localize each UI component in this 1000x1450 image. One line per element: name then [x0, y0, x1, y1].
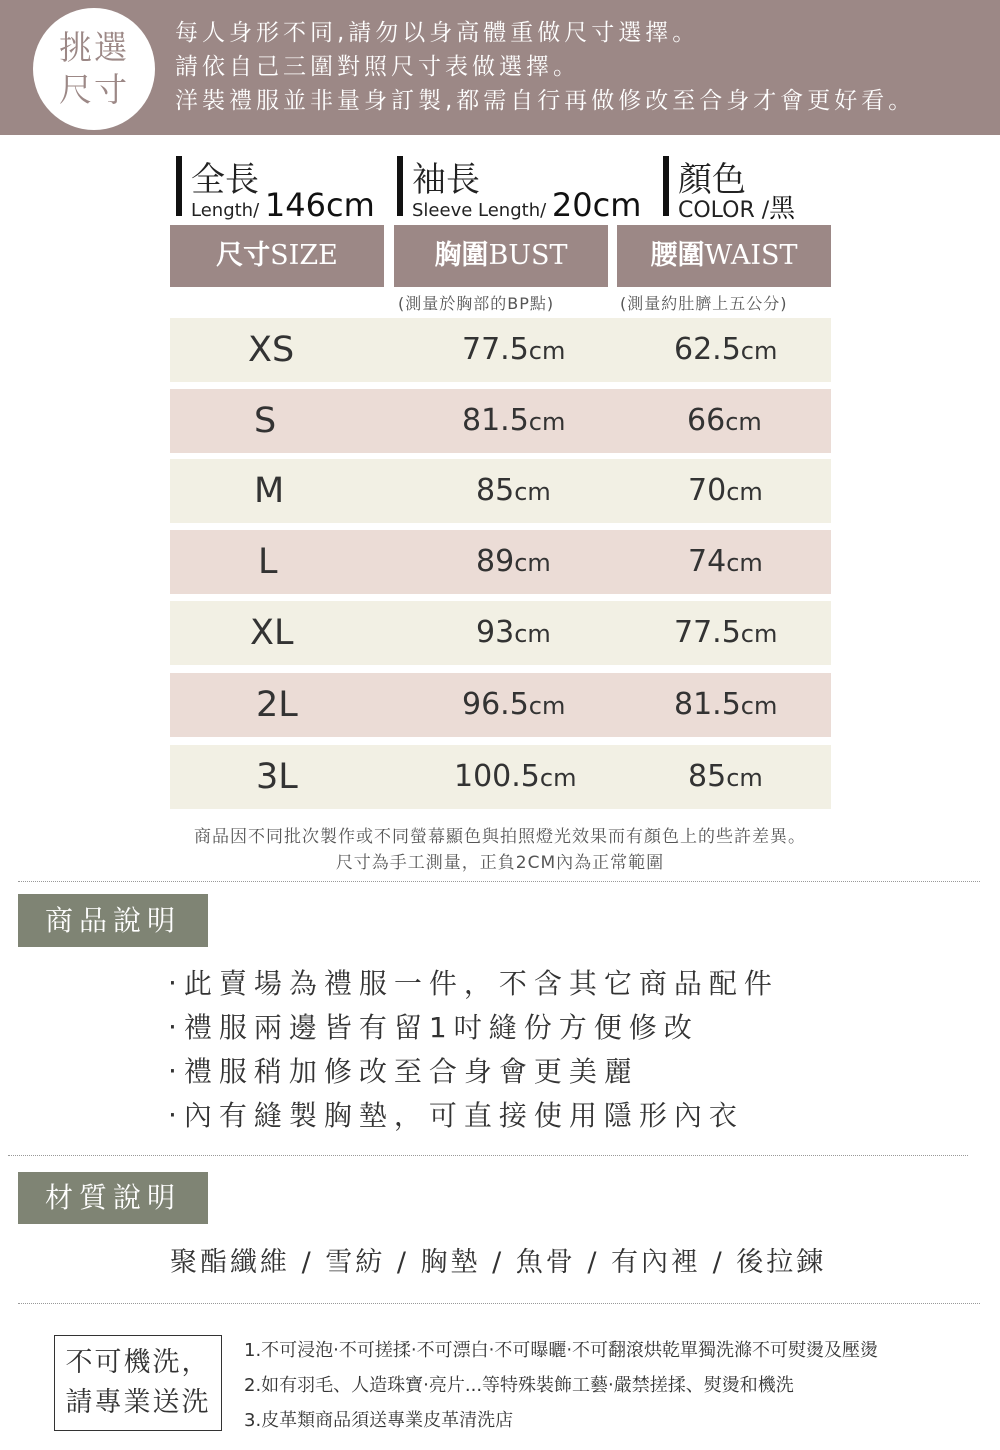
spec-length-en-label: Length/ — [191, 200, 260, 221]
bust-cell — [462, 318, 565, 382]
header-bust-zh: 胸圍 — [434, 240, 489, 271]
measure-disclaimer: 尺寸為手工測量，正負2CM內為正常範圍 — [335, 853, 665, 873]
material-section-label: 材質說明 — [18, 1172, 208, 1224]
size-cell: S — [254, 401, 277, 441]
table-row — [170, 745, 831, 809]
spec-color-label: 顏色 — [678, 160, 746, 200]
unit: cm — [514, 549, 551, 577]
product-item: ‧禮服稍加修改至合身會更美麗 — [168, 1055, 639, 1088]
table-row — [170, 601, 831, 665]
spec-bar — [663, 156, 669, 216]
bust-cell — [462, 389, 565, 453]
product-item: ‧此賣場為禮服一件，不含其它商品配件 — [168, 967, 779, 1000]
unit: cm — [528, 692, 566, 720]
spec-color-value: 黑 — [769, 194, 796, 224]
unit: cm — [726, 478, 763, 506]
spec-color-en-label: COLOR / — [678, 198, 770, 223]
waist-value: 81.5 — [674, 687, 741, 722]
size-cell: XS — [248, 330, 295, 370]
unit: cm — [726, 549, 763, 577]
waist-note: (測量約肚臍上五公分) — [620, 294, 788, 313]
size-guide-badge — [33, 8, 155, 130]
size-cell: 2L — [256, 685, 298, 725]
table-header-waist — [617, 225, 831, 287]
unit: cm — [740, 692, 778, 720]
waist-cell — [674, 318, 777, 382]
table-row — [170, 459, 831, 523]
bust-note: (測量於胸部的BP點) — [398, 294, 555, 313]
wash-box-line-1: 不可機洗， — [65, 1347, 211, 1378]
spec-color-en — [678, 188, 795, 225]
waist-value: 74 — [688, 544, 727, 579]
spec-length-label: 全長 — [191, 160, 259, 200]
header-bust-en: BUST — [488, 240, 568, 271]
waist-value: 85 — [688, 759, 727, 794]
product-item: ‧禮服兩邊皆有留1吋縫份方便修改 — [168, 1011, 699, 1044]
spec-sleeve-label: 袖長 — [412, 160, 480, 200]
divider — [18, 881, 980, 882]
spec-bar — [397, 156, 403, 216]
unit: cm — [726, 764, 763, 792]
table-row — [170, 318, 831, 382]
header-size-en: SIZE — [270, 240, 338, 271]
size-cell: M — [254, 471, 285, 511]
waist-value: 62.5 — [674, 332, 741, 367]
table-header-bust — [394, 225, 608, 287]
spec-sleeve-en-label: Sleeve Length/ — [412, 200, 547, 221]
bust-cell — [462, 673, 565, 737]
spec-bar — [176, 156, 182, 216]
bust-value: 96.5 — [462, 687, 529, 722]
unit: cm — [514, 478, 551, 506]
unit: cm — [740, 620, 778, 648]
wash-instruction: 2.如有羽毛、人造珠寶‧亮片...等特殊裝飾工藝‧嚴禁搓揉、熨燙和機洗 — [244, 1375, 794, 1396]
spec-length-en — [191, 186, 375, 224]
spec-length-value: 146cm — [264, 186, 375, 224]
no-machine-wash-box — [54, 1335, 222, 1431]
table-header-size — [170, 225, 384, 287]
unit: cm — [539, 764, 577, 792]
waist-cell — [688, 530, 763, 594]
waist-cell — [687, 389, 762, 453]
bust-value: 77.5 — [462, 332, 529, 367]
spec-sleeve-value: 20cm — [551, 186, 642, 224]
unit: cm — [725, 408, 762, 436]
size-cell: XL — [250, 613, 294, 653]
size-cell: 3L — [256, 757, 298, 797]
material-list: 聚酯纖維 / 雪紡 / 胸墊 / 魚骨 / 有內裡 / 後拉鍊 — [170, 1247, 827, 1278]
header-line-1: 每人身形不同,請勿以身高體重做尺寸選擇。 — [175, 20, 700, 46]
bust-value: 93 — [476, 615, 515, 650]
header-instructions — [175, 16, 915, 118]
waist-value: 77.5 — [674, 615, 741, 650]
header-size-zh: 尺寸 — [216, 240, 271, 271]
table-row — [170, 673, 831, 737]
header-line-3: 洋裝禮服並非量身訂製,都需自行再做修改至合身才會更好看。 — [175, 88, 916, 114]
bust-cell — [454, 745, 576, 809]
header-line-2: 請依自己三圍對照尺寸表做選擇。 — [175, 54, 580, 80]
waist-value: 66 — [687, 403, 726, 438]
header-waist-en: WAIST — [704, 240, 798, 271]
badge-line-2: 尺寸 — [59, 70, 129, 109]
bust-cell — [476, 459, 551, 523]
bust-cell — [476, 601, 551, 665]
wash-instruction: 3.皮革類商品須送專業皮革清洗店 — [244, 1410, 514, 1431]
badge-line-1: 挑選 — [59, 28, 129, 67]
waist-cell — [688, 459, 763, 523]
table-row — [170, 530, 831, 594]
divider — [8, 1155, 968, 1156]
size-cell: L — [258, 542, 278, 582]
bust-cell — [476, 530, 551, 594]
header-waist-zh: 腰圍 — [650, 240, 705, 271]
waist-cell — [674, 601, 777, 665]
bust-value: 100.5 — [454, 759, 540, 794]
unit: cm — [740, 337, 778, 365]
wash-box-line-2: 請專業送洗 — [65, 1387, 211, 1418]
spec-sleeve-en — [412, 186, 641, 224]
unit: cm — [528, 337, 566, 365]
table-row — [170, 389, 831, 453]
unit: cm — [514, 620, 551, 648]
color-disclaimer: 商品因不同批次製作或不同螢幕顯色與拍照燈光效果而有顏色上的些許差異。 — [194, 827, 806, 847]
product-item: ‧內有縫製胸墊，可直接使用隱形內衣 — [168, 1099, 744, 1132]
bust-value: 85 — [476, 473, 515, 508]
bust-value: 81.5 — [462, 403, 529, 438]
unit: cm — [528, 408, 566, 436]
divider — [18, 1303, 980, 1304]
header-banner — [0, 0, 1000, 135]
bust-value: 89 — [476, 544, 515, 579]
waist-value: 70 — [688, 473, 727, 508]
waist-cell — [674, 673, 777, 737]
product-section-label: 商品說明 — [18, 894, 208, 947]
wash-instruction: 1.不可浸泡‧不可搓揉‧不可漂白‧不可曝曬‧不可翻滾烘乾單獨洗滌不可熨燙及壓燙 — [244, 1340, 879, 1361]
waist-cell — [688, 745, 763, 809]
